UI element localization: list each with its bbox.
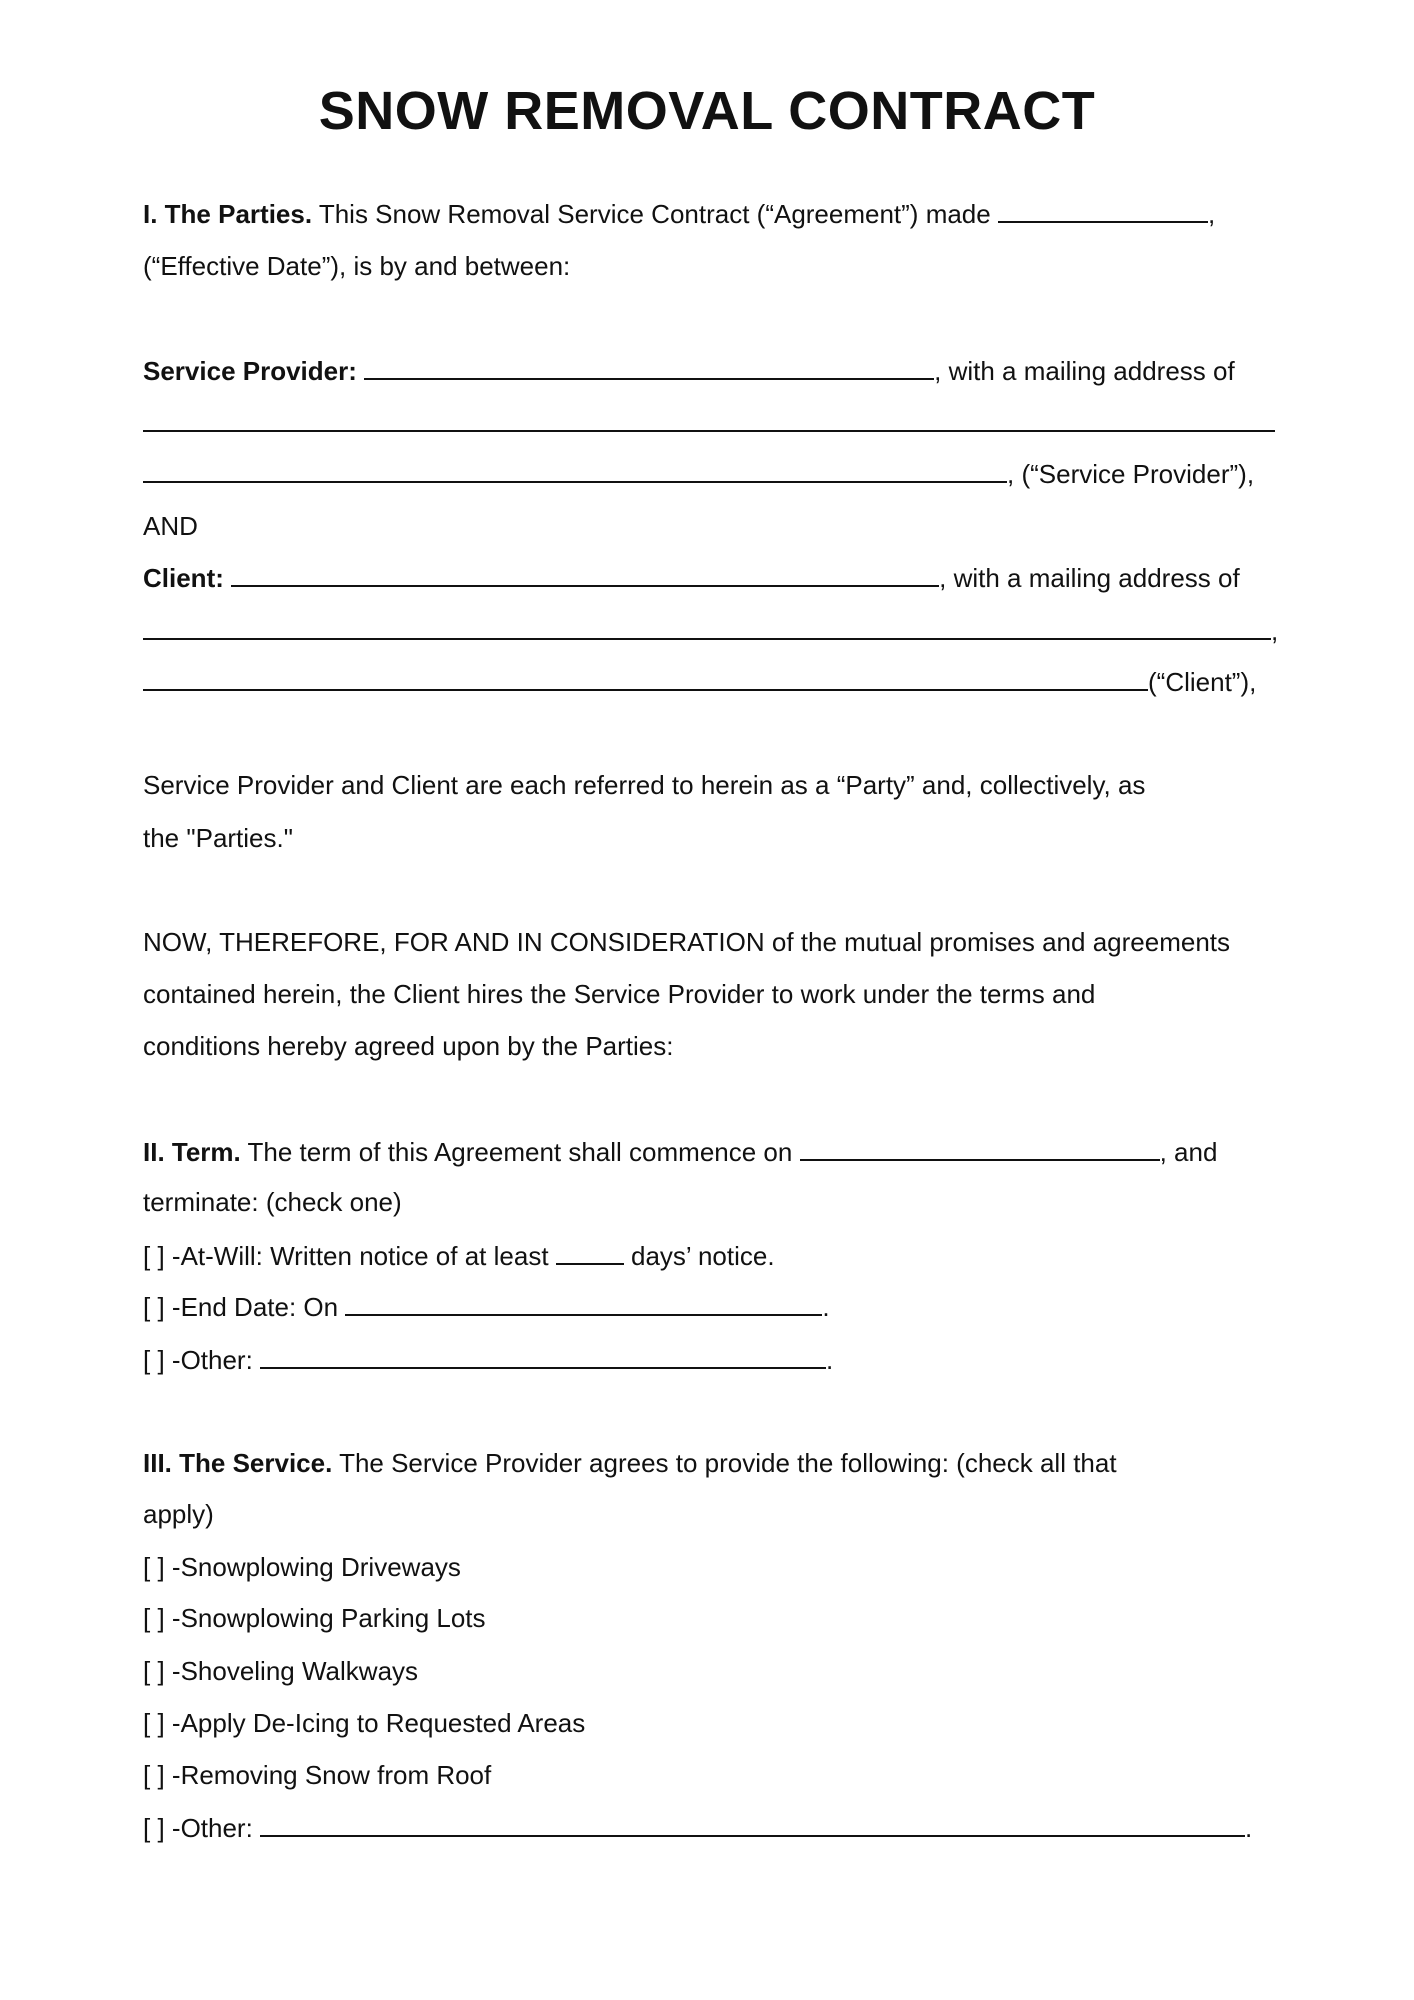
provider-address-blank-2[interactable]: [143, 455, 1007, 483]
checkbox[interactable]: [ ] -: [143, 1292, 181, 1322]
service-option: [143, 1653, 418, 1689]
other-blank[interactable]: [260, 1341, 826, 1369]
effective-date-text: (“Effective Date”), is by and between:: [143, 251, 571, 281]
term-option-end-date: [143, 1288, 830, 1324]
consideration-text-3: conditions hereby agreed upon by the Parties:: [143, 1031, 674, 1061]
collective-text-1: Service Provider and Client are each referred to herein as a “Party” and, collectively, as: [143, 770, 1146, 800]
option-label: Snowplowing Driveways: [180, 1552, 461, 1582]
term-option-at-will: [143, 1237, 775, 1273]
service-text-2: apply): [143, 1499, 214, 1529]
checkbox[interactable]: [ ] -: [143, 1760, 181, 1790]
collective-text-2: the "Parties.": [143, 823, 293, 853]
provider-name-blank[interactable]: [364, 352, 934, 380]
checkbox[interactable]: [ ] -: [143, 1603, 181, 1633]
option-label: Removing Snow from Roof: [180, 1760, 492, 1790]
text: , with a mailing address of: [939, 563, 1240, 593]
client-address-blank-2[interactable]: [143, 663, 1148, 691]
service-option-other: [143, 1809, 1252, 1845]
days-blank[interactable]: [556, 1237, 624, 1265]
term-text-2: terminate: (check one): [143, 1187, 402, 1217]
service-line: [143, 1445, 1117, 1481]
and-text: AND: [143, 511, 198, 541]
text: .: [822, 1292, 830, 1322]
date-blank[interactable]: [998, 195, 1208, 223]
option-label: Snowplowing Parking Lots: [180, 1603, 486, 1633]
provider-address-line-2: [143, 455, 1254, 491]
text: , (“Service Provider”),: [1007, 459, 1255, 489]
client-address-blank[interactable]: [143, 612, 1271, 640]
provider-label: Service Provider:: [143, 356, 357, 386]
checkbox[interactable]: [ ] -: [143, 1813, 181, 1843]
checkbox[interactable]: [ ] -: [143, 1656, 181, 1686]
term-line: [143, 1133, 1217, 1169]
parties-intro: [143, 195, 1215, 231]
provider-line: [143, 352, 1235, 388]
client-address-line-1: [143, 612, 1278, 648]
client-label: Client:: [143, 563, 224, 593]
text: End Date: On: [180, 1292, 346, 1322]
service-option: [143, 1549, 461, 1585]
service-option: [143, 1600, 486, 1636]
text: .: [1245, 1813, 1253, 1843]
text: days’ notice.: [623, 1241, 775, 1271]
text: .: [826, 1345, 834, 1375]
text: The Service Provider agrees to provide the following: (check all that: [332, 1448, 1117, 1478]
provider-address-line-1: [143, 404, 1275, 440]
section-heading: III. The Service.: [143, 1448, 333, 1478]
option-label: Shoveling Walkways: [180, 1656, 419, 1686]
term-option-other: [143, 1341, 833, 1377]
text: (“Client”),: [1148, 667, 1257, 697]
text: , with a mailing address of: [934, 356, 1235, 386]
other-service-blank[interactable]: [260, 1809, 1245, 1837]
option-label: Apply De-Icing to Requested Areas: [180, 1708, 586, 1738]
checkbox[interactable]: [ ] -: [143, 1241, 181, 1271]
text: , and: [1159, 1137, 1218, 1167]
service-option: [143, 1757, 491, 1793]
section-heading: I. The Parties.: [143, 199, 313, 229]
text: ,: [1207, 199, 1216, 229]
text: At-Will: Written notice of at least: [180, 1241, 556, 1271]
checkbox[interactable]: [ ] -: [143, 1552, 181, 1582]
section-heading: II. Term.: [143, 1137, 241, 1167]
provider-address-blank[interactable]: [143, 404, 1275, 432]
text: ,: [1271, 616, 1279, 646]
page-title: SNOW REMOVAL CONTRACT: [318, 81, 1096, 141]
option-label: Other:: [180, 1813, 261, 1843]
client-address-line-2: [143, 663, 1256, 699]
client-name-blank[interactable]: [231, 559, 939, 587]
checkbox[interactable]: [ ] -: [143, 1708, 181, 1738]
text: This Snow Removal Service Contract (“Agreement”) made: [312, 199, 998, 229]
end-date-blank[interactable]: [345, 1288, 822, 1316]
text: Other:: [180, 1345, 261, 1375]
text: The term of this Agreement shall commence on: [240, 1137, 800, 1167]
checkbox[interactable]: [ ] -: [143, 1345, 181, 1375]
service-option: [143, 1705, 585, 1741]
commence-date-blank[interactable]: [800, 1133, 1160, 1161]
consideration-text-1: NOW, THEREFORE, FOR AND IN CONSIDERATION of the mutual promises and agreements: [143, 927, 1230, 957]
consideration-text-2: contained herein, the Client hires the Service Provider to work under the terms and: [143, 979, 1096, 1009]
client-line: [143, 559, 1240, 595]
